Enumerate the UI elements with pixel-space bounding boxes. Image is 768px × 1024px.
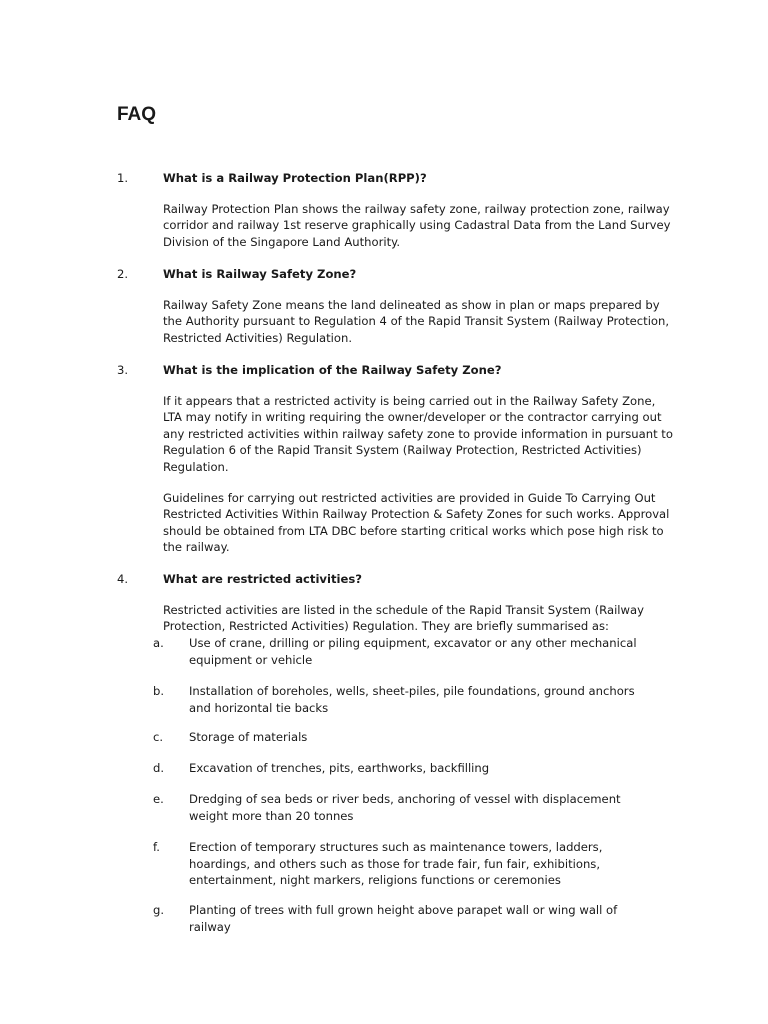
item-text: Dredging of sea beds or river beds, anchoring of vessel with displacement weight more than 20 tonnes	[189, 792, 621, 823]
page-title: FAQ	[117, 104, 157, 125]
item-letter: e.	[153, 792, 164, 806]
restricted-activity-item	[153, 683, 653, 716]
faq-item-1	[117, 170, 677, 250]
faq-question: What is Railway Safety Zone?	[163, 267, 357, 281]
faq-answer: Railway Protection Plan shows the railway safety zone, railway protection zone, railway corridor and railway 1st reserve graphically using Cadastral Data from the Land Survey Division of the Singapore Land Authority.	[163, 201, 671, 249]
faq-answer: If it appears that a restricted activity is being carried out in the Railway Safety Zone, LTA may notify in writing requiring the owner/developer or the contractor carrying out any restricted activities within railway safety zone to provide information in pursuant to Regulation 6 of the Rapid Transit System (Railway Protection, Restricted Activities) Regulation.	[163, 393, 673, 474]
faq-item-2	[117, 266, 677, 346]
item-text: Use of crane, drilling or piling equipment, excavator or any other mechanical equipment or vehicle	[189, 636, 637, 667]
faq-item-4	[117, 571, 677, 635]
restricted-activity-item	[153, 729, 653, 746]
restricted-activity-item	[153, 791, 653, 824]
item-text: Erection of temporary structures such as maintenance towers, ladders, hoardings, and others such as those for trade fair, fun fair, exhibitions, entertainment, night markers, religions functions or ceremonies	[189, 840, 603, 888]
item-letter: d.	[153, 761, 165, 775]
restricted-activity-item	[153, 839, 653, 889]
faq-question: What is the implication of the Railway Safety Zone?	[163, 363, 502, 377]
faq-item-3	[117, 362, 677, 556]
item-text: Excavation of trenches, pits, earthworks, backfilling	[189, 761, 490, 775]
faq-answer: Restricted activities are listed in the schedule of the Rapid Transit System (Railway Protection, Restricted Activities) Regulation. They are briefly summarised as:	[163, 602, 644, 634]
restricted-activity-item	[153, 635, 653, 668]
item-text: Planting of trees with full grown height above parapet wall or wing wall of railway	[189, 903, 618, 934]
item-letter: c.	[153, 730, 164, 744]
restricted-activity-item	[153, 760, 653, 777]
faq-answer-guidelines: Guidelines for carrying out restricted activities are provided in Guide To Carrying Out Restricted Activities Within Railway Protection & Safety Zones for such works. Approval should be obtained from LTA DBC before starting critical works which pose high risk to the railway.	[163, 490, 670, 555]
item-letter: f.	[153, 840, 160, 854]
faq-answer: Railway Safety Zone means the land delineated as show in plan or maps prepared by the Authority pursuant to Regulation 4 of the Rapid Transit System (Railway Protection, Restricted Activities) Regulation.	[163, 297, 670, 345]
faq-number: 3.	[117, 363, 129, 377]
faq-question: What are restricted activities?	[163, 572, 362, 586]
item-letter: g.	[153, 903, 165, 917]
faq-number: 1.	[117, 171, 129, 185]
item-text: Installation of boreholes, wells, sheet-piles, pile foundations, ground anchors and horizontal tie backs	[189, 684, 635, 715]
item-letter: a.	[153, 636, 164, 650]
faq-number: 4.	[117, 572, 129, 586]
restricted-activity-item	[153, 902, 653, 935]
item-text: Storage of materials	[189, 730, 308, 744]
item-letter: b.	[153, 684, 165, 698]
faq-question: What is a Railway Protection Plan(RPP)?	[163, 171, 427, 185]
faq-number: 2.	[117, 267, 129, 281]
